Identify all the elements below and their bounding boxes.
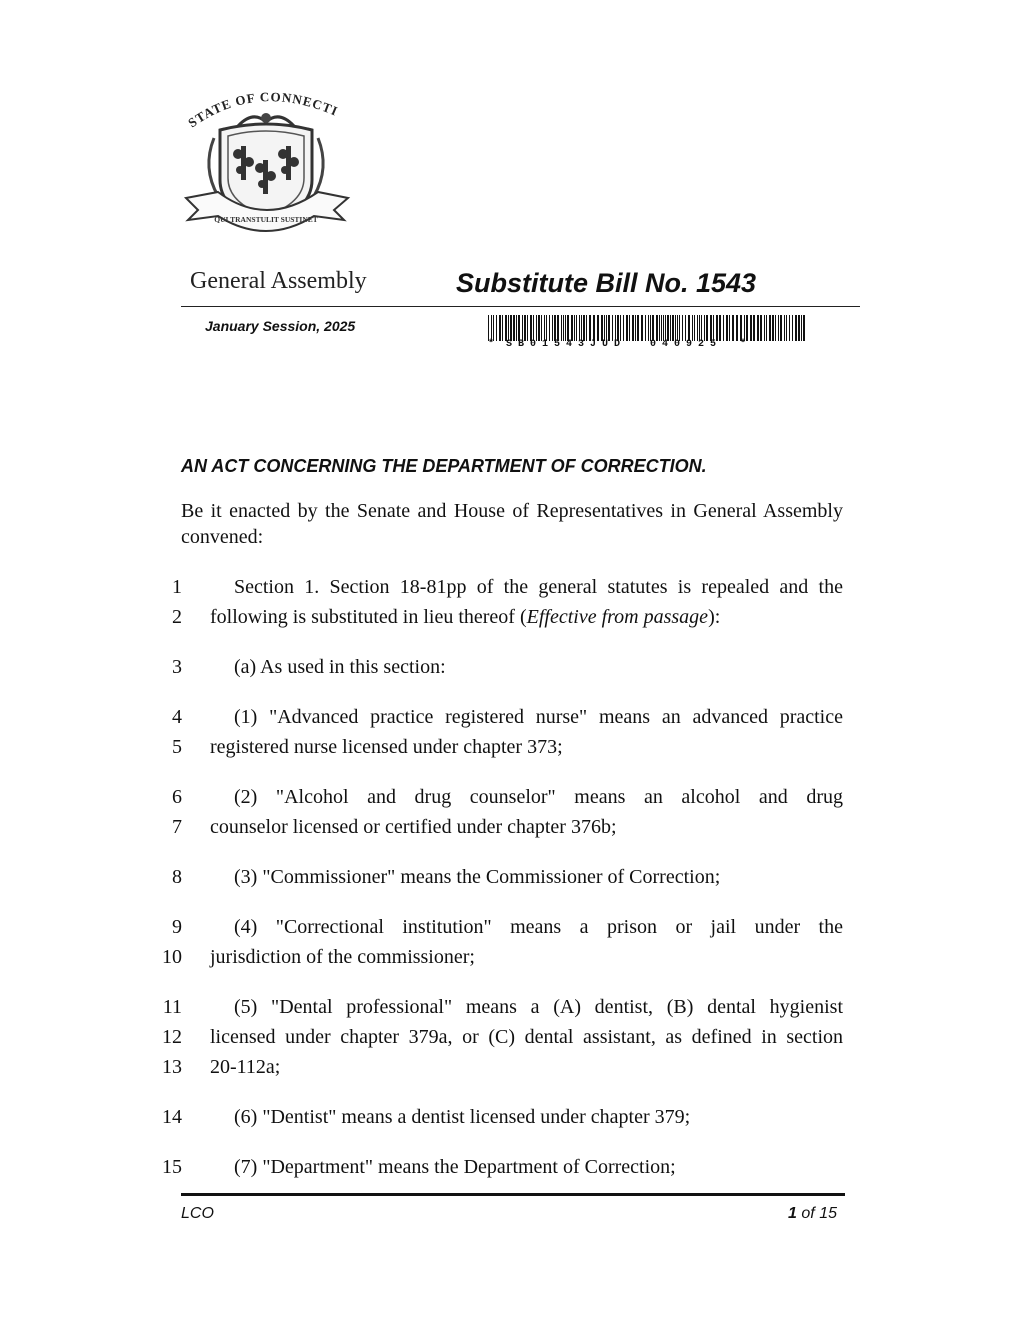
barcode-bar [565,315,566,341]
barcode-bar [746,315,748,341]
line-text: (2) "Alcohol and drug counselor" means an alcohol and drug [234,786,843,808]
bill-line [150,732,843,762]
line-text: (a) As used in this section: [234,656,446,678]
line-text: (4) "Correctional institution" means a prison or jail under the [234,916,843,938]
line-text: licensed under chapter 379a, or (C) dental assistant, as defined in section [210,1026,843,1048]
barcode-bar [505,315,507,341]
line-text-segment: following is substituted in lieu thereof ( [210,606,527,628]
barcode-bar [571,315,573,341]
barcode-bar [753,315,755,341]
barcode-bar [502,315,503,341]
barcode-bar [685,315,686,341]
lco-label: LCO [181,1205,214,1222]
general-assembly-label: General Assembly [190,268,367,294]
bill-line [150,862,843,892]
barcode-bar [740,315,742,341]
barcode-bar [579,315,580,341]
line-text: (3) "Commissioner" means the Commissioner of Correction; [234,866,721,888]
barcode-bar [697,315,698,341]
barcode-bar [632,315,634,341]
barcode-bar [524,315,526,341]
line-number: 5 [172,736,182,758]
line-number: 10 [162,946,182,968]
barcode-bar [778,315,779,341]
bill-line [150,782,843,812]
barcode-bar [803,315,805,341]
barcode-bar [706,315,708,341]
barcode-bar [488,315,489,341]
barcode-bar [677,315,678,341]
barcode-bar [608,315,610,341]
barcode-bar [612,315,613,341]
barcode-bar [637,315,639,341]
barcode-bar [641,315,643,341]
barcode-bar [792,315,793,341]
line-text-segment: ): [708,606,721,628]
line-number: 2 [172,606,182,628]
line-number: 3 [172,656,182,678]
barcode-bar [780,315,782,341]
line-number: 11 [162,996,182,1018]
barcode-bar [750,315,752,341]
barcode-bar [736,315,738,341]
line-text: (7) "Department" means the Department of Correction; [234,1156,676,1178]
barcode-bar [516,315,517,341]
total-pages: of 15 [801,1205,837,1222]
page-number [788,1205,837,1223]
line-number: 6 [172,786,182,808]
barcode-bar [648,315,649,341]
barcode-bar [801,315,802,341]
line-number: 9 [172,916,182,938]
barcode-bar [659,315,660,341]
barcode-bar [719,315,721,341]
enacting-clause: Be it enacted by the Senate and House of Representatives in General Assembly convened: [181,500,843,548]
bill-line [150,912,843,942]
bill-line [150,942,843,972]
barcode-bar [530,315,532,341]
current-page: 1 [788,1205,797,1222]
barcode-bar [688,315,690,341]
barcode-bar [716,315,718,341]
bill-line [150,652,843,682]
barcode-bar [491,315,492,341]
barcode-bar [536,315,537,341]
barcode-bar [772,315,774,341]
bill-line [150,602,843,632]
barcode-bar [527,315,528,341]
bill-line [150,1022,843,1052]
line-text: jurisdiction of the commissioner; [210,946,475,968]
barcode-bar [784,315,785,341]
barcode-bar [732,315,734,341]
barcode-bar [729,315,730,341]
barcode-bar [766,315,767,341]
barcode-bar [760,315,762,341]
line-number: 14 [162,1106,182,1128]
bill-line [150,572,843,602]
barcode-bar [496,315,497,341]
barcode-bar [652,315,654,341]
barcode-text: * S B 0 1 5 4 3 J U D 0 4 0 9 2 5 * [488,339,747,350]
bill-line [150,1102,843,1132]
barcode-bar [692,315,693,341]
barcode-bar [744,315,745,341]
line-text: 20-112a; [210,1056,281,1078]
barcode-bar [620,315,621,341]
barcode-bar [549,315,550,341]
barcode-bar [757,315,759,341]
line-text [210,606,843,629]
line-number: 15 [162,1156,182,1178]
session-label: January Session, 2025 [205,318,356,334]
barcode-bar [623,315,624,341]
barcode-bar [581,315,582,341]
line-number: 8 [172,866,182,888]
act-title: AN ACT CONCERNING THE DEPARTMENT OF CORRECTION. [181,456,707,476]
barcode-bar [635,315,636,341]
barcode-bar [626,315,628,341]
barcode-bar [567,315,569,341]
barcode-bar [522,315,523,341]
barcode-bar [574,315,575,341]
barcode-bar [656,315,658,341]
barcode-bar [617,315,619,341]
barcode-bar [764,315,765,341]
bill-line [150,1152,843,1182]
barcode-bar [561,315,562,341]
barcode-bar [554,315,556,341]
barcode-bar [667,315,669,341]
barcode-bar [629,315,630,341]
barcode-bar [795,315,797,341]
footer-divider [181,1193,845,1196]
barcode-bar [604,315,605,341]
barcode-bar [694,315,695,341]
barcode-bar [798,315,800,341]
barcode-bar [546,315,547,341]
barcode-icon [488,315,808,341]
barcode-bar [769,315,771,341]
barcode-bar [544,315,545,341]
line-text: Section 1. Section 18-81pp of the general statutes is repealed and the [234,576,843,598]
barcode-bar [586,315,587,341]
barcode-bar [538,315,540,341]
barcode-bar [775,315,776,341]
barcode-bar [682,315,683,341]
barcode-bar [518,315,520,341]
barcode-bar [726,315,728,341]
header-divider [181,306,860,307]
line-text: (1) "Advanced practice registered nurse" means an advanced practice [234,706,843,728]
barcode-bar [541,315,542,341]
bill-line [150,992,843,1022]
barcode-bar [593,315,595,341]
barcode-bar [513,315,515,341]
barcode-bar [723,315,724,341]
barcode-bar [789,315,790,341]
line-text: registered nurse licensed under chapter 373; [210,736,563,758]
line-text: (6) "Dentist" means a dentist licensed under chapter 379; [234,1106,691,1128]
barcode-bar [597,315,599,341]
barcode-bar [557,315,559,341]
bill-line [150,702,843,732]
line-text: counselor licensed or certified under chapter 376b; [210,816,617,838]
barcode-bar [615,315,616,341]
barcode-bar [786,315,787,341]
barcode-bar [650,315,651,341]
effective-date-italic: Effective from passage [526,606,709,628]
barcode-bar [701,315,702,341]
line-number: 4 [172,706,182,728]
line-number: 7 [172,816,182,838]
bill-number: Substitute Bill No. 1543 [456,268,757,298]
barcode-bar [661,315,662,341]
barcode-bar [563,315,564,341]
bill-line [150,812,843,842]
barcode-bar [589,315,591,341]
connecticut-seal-icon [178,88,356,246]
line-number: 13 [162,1056,182,1078]
barcode-bar [499,315,501,341]
barcode-bar [699,315,700,341]
barcode-bar [713,315,714,341]
barcode-bar [508,315,509,341]
barcode-bar [704,315,705,341]
barcode-bar [601,315,603,341]
barcode-bar [670,315,671,341]
barcode-bar [533,315,534,341]
state-seal [178,88,356,246]
barcode-bar [510,315,512,341]
barcode-bar [583,315,585,341]
seal-motto: QUI TRANSTULIT SUSTINET [214,215,318,224]
seal-arc-text: STATE OF CONNECTI [185,89,341,131]
barcode-bar [493,315,494,341]
barcode-bar [663,315,664,341]
barcode-bar [576,315,577,341]
barcode-bar [679,315,680,341]
barcode-bar [645,315,646,341]
bill-line [150,1052,843,1082]
line-number: 12 [162,1026,182,1048]
barcode-bar [552,315,553,341]
barcode-bar [672,315,674,341]
barcode-bar [675,315,676,341]
barcode-bar [665,315,666,341]
barcode-bar [710,315,712,341]
line-text: (5) "Dental professional" means a (A) dentist, (B) dental hygienist [234,996,843,1018]
barcode-bar [606,315,607,341]
line-number: 1 [172,576,182,598]
